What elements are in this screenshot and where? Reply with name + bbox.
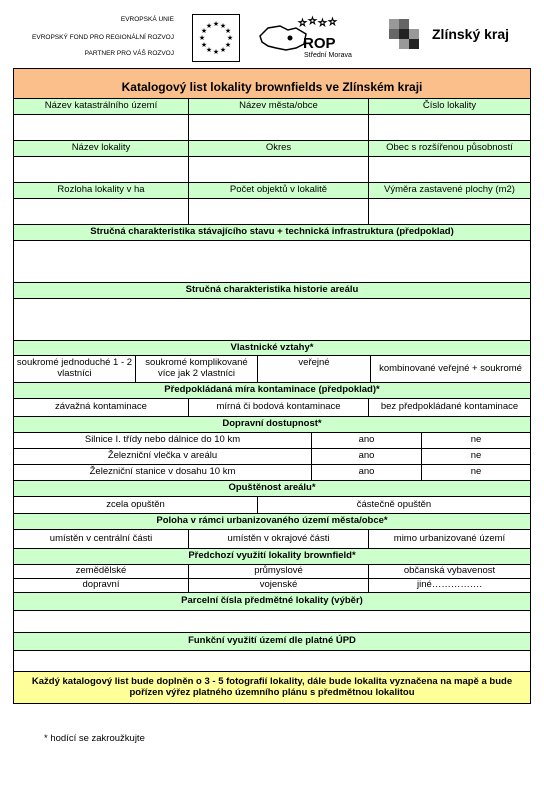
label-built-area: Výměra zastavené plochy (m2) [384,184,515,196]
municipality-field[interactable] [189,115,369,140]
svg-text:☆: ☆ [318,18,327,29]
transport-row [14,449,530,465]
abandon-header [14,481,530,497]
svg-text:★: ★ [212,49,220,56]
parcel-header [14,593,530,611]
parcel-title: Parcelní čísla předmětné lokality (výběr) [181,595,363,607]
transport-station-yes[interactable]: ano [312,465,422,480]
ownership-combined[interactable]: kombinované veřejné + soukromé [379,362,522,374]
locality-name-field[interactable] [14,157,189,182]
svg-text:☆: ☆ [298,18,307,29]
previous-military[interactable]: vojenské [189,579,369,592]
form-title: Katalogový list lokality brownfields ve Zlínském kraji [121,79,423,94]
labels-row-2 [14,141,530,157]
location-central[interactable]: umístěn v centrální části [14,530,189,548]
labels-row-1 [14,99,530,115]
header [0,0,544,68]
location-outside[interactable]: mimo urbanizované území [393,532,506,544]
label-cadastral: Název katastrálního území [14,99,189,114]
location-options [14,530,530,549]
rop-logo [258,14,368,62]
svg-text:☆: ☆ [308,16,317,27]
transport-road-yes[interactable]: ano [312,433,422,448]
eu-line-2: EVROPSKÝ FOND PRO REGIONÁLNÍ ROZVOJ [32,34,174,41]
contamination-title: Předpokládaná míra kontaminace (předpoklad)* [164,384,380,396]
transport-road-label: Silnice I. třídy nebo dálnice do 10 km [14,433,312,448]
transport-station-label: Železniční stanice v dosahu 10 km [14,465,312,480]
ownership-title: Vlastnické vztahy* [230,341,314,353]
inputs-row-2 [14,157,530,183]
previous-agricultural[interactable]: zemědělské [14,565,189,578]
label-locality-number: Číslo lokality [422,100,477,112]
form-note: Každý katalogový list bude doplněn o 3 - 5 fotografií lokality, dále bude lokalita vyznačena na mapě a bude pořízen výřez platného územního plánu s předmětnou lokalitou [31,675,513,698]
catalog-form [13,68,531,704]
locality-number-field[interactable] [369,115,530,140]
svg-text:★: ★ [205,23,213,30]
upd-field[interactable] [14,651,530,672]
svg-text:★: ★ [224,28,232,35]
contamination-severe[interactable]: závažná kontaminace [14,399,189,416]
upd-header [14,633,530,651]
district-field[interactable] [189,157,369,182]
label-district: Okres [189,141,369,156]
current-state-header [14,225,530,241]
ownership-simple[interactable]: soukromé jednoduché 1 - 2 vlastníci [14,356,136,382]
area-field[interactable] [14,199,189,224]
abandon-partial[interactable]: částečně opuštěn [356,498,432,510]
eu-line-3: PARTNER PRO VÁŠ ROZVOJ [84,50,174,57]
contamination-mild[interactable]: mírná či bodová kontaminace [189,399,369,416]
label-municipality: Název města/obce [189,99,369,114]
location-header [14,514,530,530]
zlinsky-kraj-logo [389,16,519,52]
label-area: Rozloha lokality v ha [14,183,189,198]
object-count-field[interactable] [189,199,369,224]
svg-text:★: ★ [200,28,208,35]
svg-text:★: ★ [212,21,220,28]
location-title: Poloha v rámci urbanizovaného území města/obce* [156,515,388,527]
previous-transport[interactable]: dopravní [14,579,189,592]
history-title: Stručná charakteristika historie areálu [185,284,359,296]
transport-siding-yes[interactable]: ano [312,449,422,464]
abandon-options [14,497,530,514]
svg-text:★: ★ [219,23,227,30]
contamination-none[interactable]: bez předpokládané kontaminace [380,401,519,413]
svg-text:★: ★ [226,35,234,42]
contamination-header [14,383,530,399]
svg-text:★: ★ [219,47,227,54]
transport-siding-no[interactable]: ne [470,450,482,462]
contamination-options [14,399,530,417]
labels-row-3 [14,183,530,199]
eu-flag-logo [192,14,240,62]
abandon-full[interactable]: zcela opuštěn [14,497,258,513]
svg-text:★: ★ [200,42,208,49]
extended-municipality-field[interactable] [369,157,530,182]
previous-industrial[interactable]: průmyslové [189,565,369,578]
note-row [14,672,530,703]
transport-road-no[interactable]: ne [470,434,482,446]
label-locality-name: Název lokality [14,141,189,156]
current-state-title: Stručná charakteristika stávajícího stavu + technická infrastruktura (předpoklad) [90,226,454,238]
history-field[interactable] [14,299,530,341]
svg-text:☆: ☆ [328,17,337,28]
built-area-field[interactable] [369,199,530,224]
transport-station-no[interactable]: ne [470,466,482,478]
form-title-row [14,69,530,99]
current-state-field[interactable] [14,241,530,283]
label-object-count: Počet objektů v lokalitě [189,183,369,198]
footnote: * hodící se zakroužkujte [44,733,145,744]
cadastral-field[interactable] [14,115,189,140]
previous-options-1 [14,565,530,579]
svg-text:★: ★ [198,35,206,42]
transport-siding-label: Železniční vlečka v areálu [14,449,312,464]
previous-other[interactable]: jiné……………. [417,579,482,591]
kraj-name: Zlínský kraj [432,26,510,42]
history-header [14,283,530,299]
svg-text:★: ★ [224,42,232,49]
abandon-title: Opuštěnost areálu* [228,482,316,494]
eu-line-1: EVROPSKÁ UNIE [120,16,174,23]
ownership-header [14,341,530,356]
parcel-field[interactable] [14,611,530,633]
label-extended-municipality: Obec s rozšířenou působností [386,142,513,154]
rop-subtitle: Střední Morava [304,52,352,59]
ownership-public[interactable]: veřejné [258,356,371,382]
transport-title: Dopravní dostupnost* [222,418,322,430]
rop-title: ROP [303,35,336,52]
location-edge[interactable]: umístěn v okrajové části [189,530,369,548]
upd-title: Funkční využití území dle platné ÚPD [188,635,356,647]
inputs-row-1 [14,115,530,141]
previous-header [14,549,530,565]
svg-text:★: ★ [205,47,213,54]
transport-row [14,433,530,449]
ownership-options [14,356,530,383]
previous-title: Předchozí využití lokality brownfield* [188,550,356,562]
previous-civic[interactable]: občanská vybavenost [403,565,496,577]
transport-row [14,465,530,481]
ownership-complex[interactable]: soukromé komplikované více jak 2 vlastníci [136,356,258,382]
inputs-row-3 [14,199,530,225]
transport-header [14,417,530,433]
previous-options-2 [14,579,530,593]
